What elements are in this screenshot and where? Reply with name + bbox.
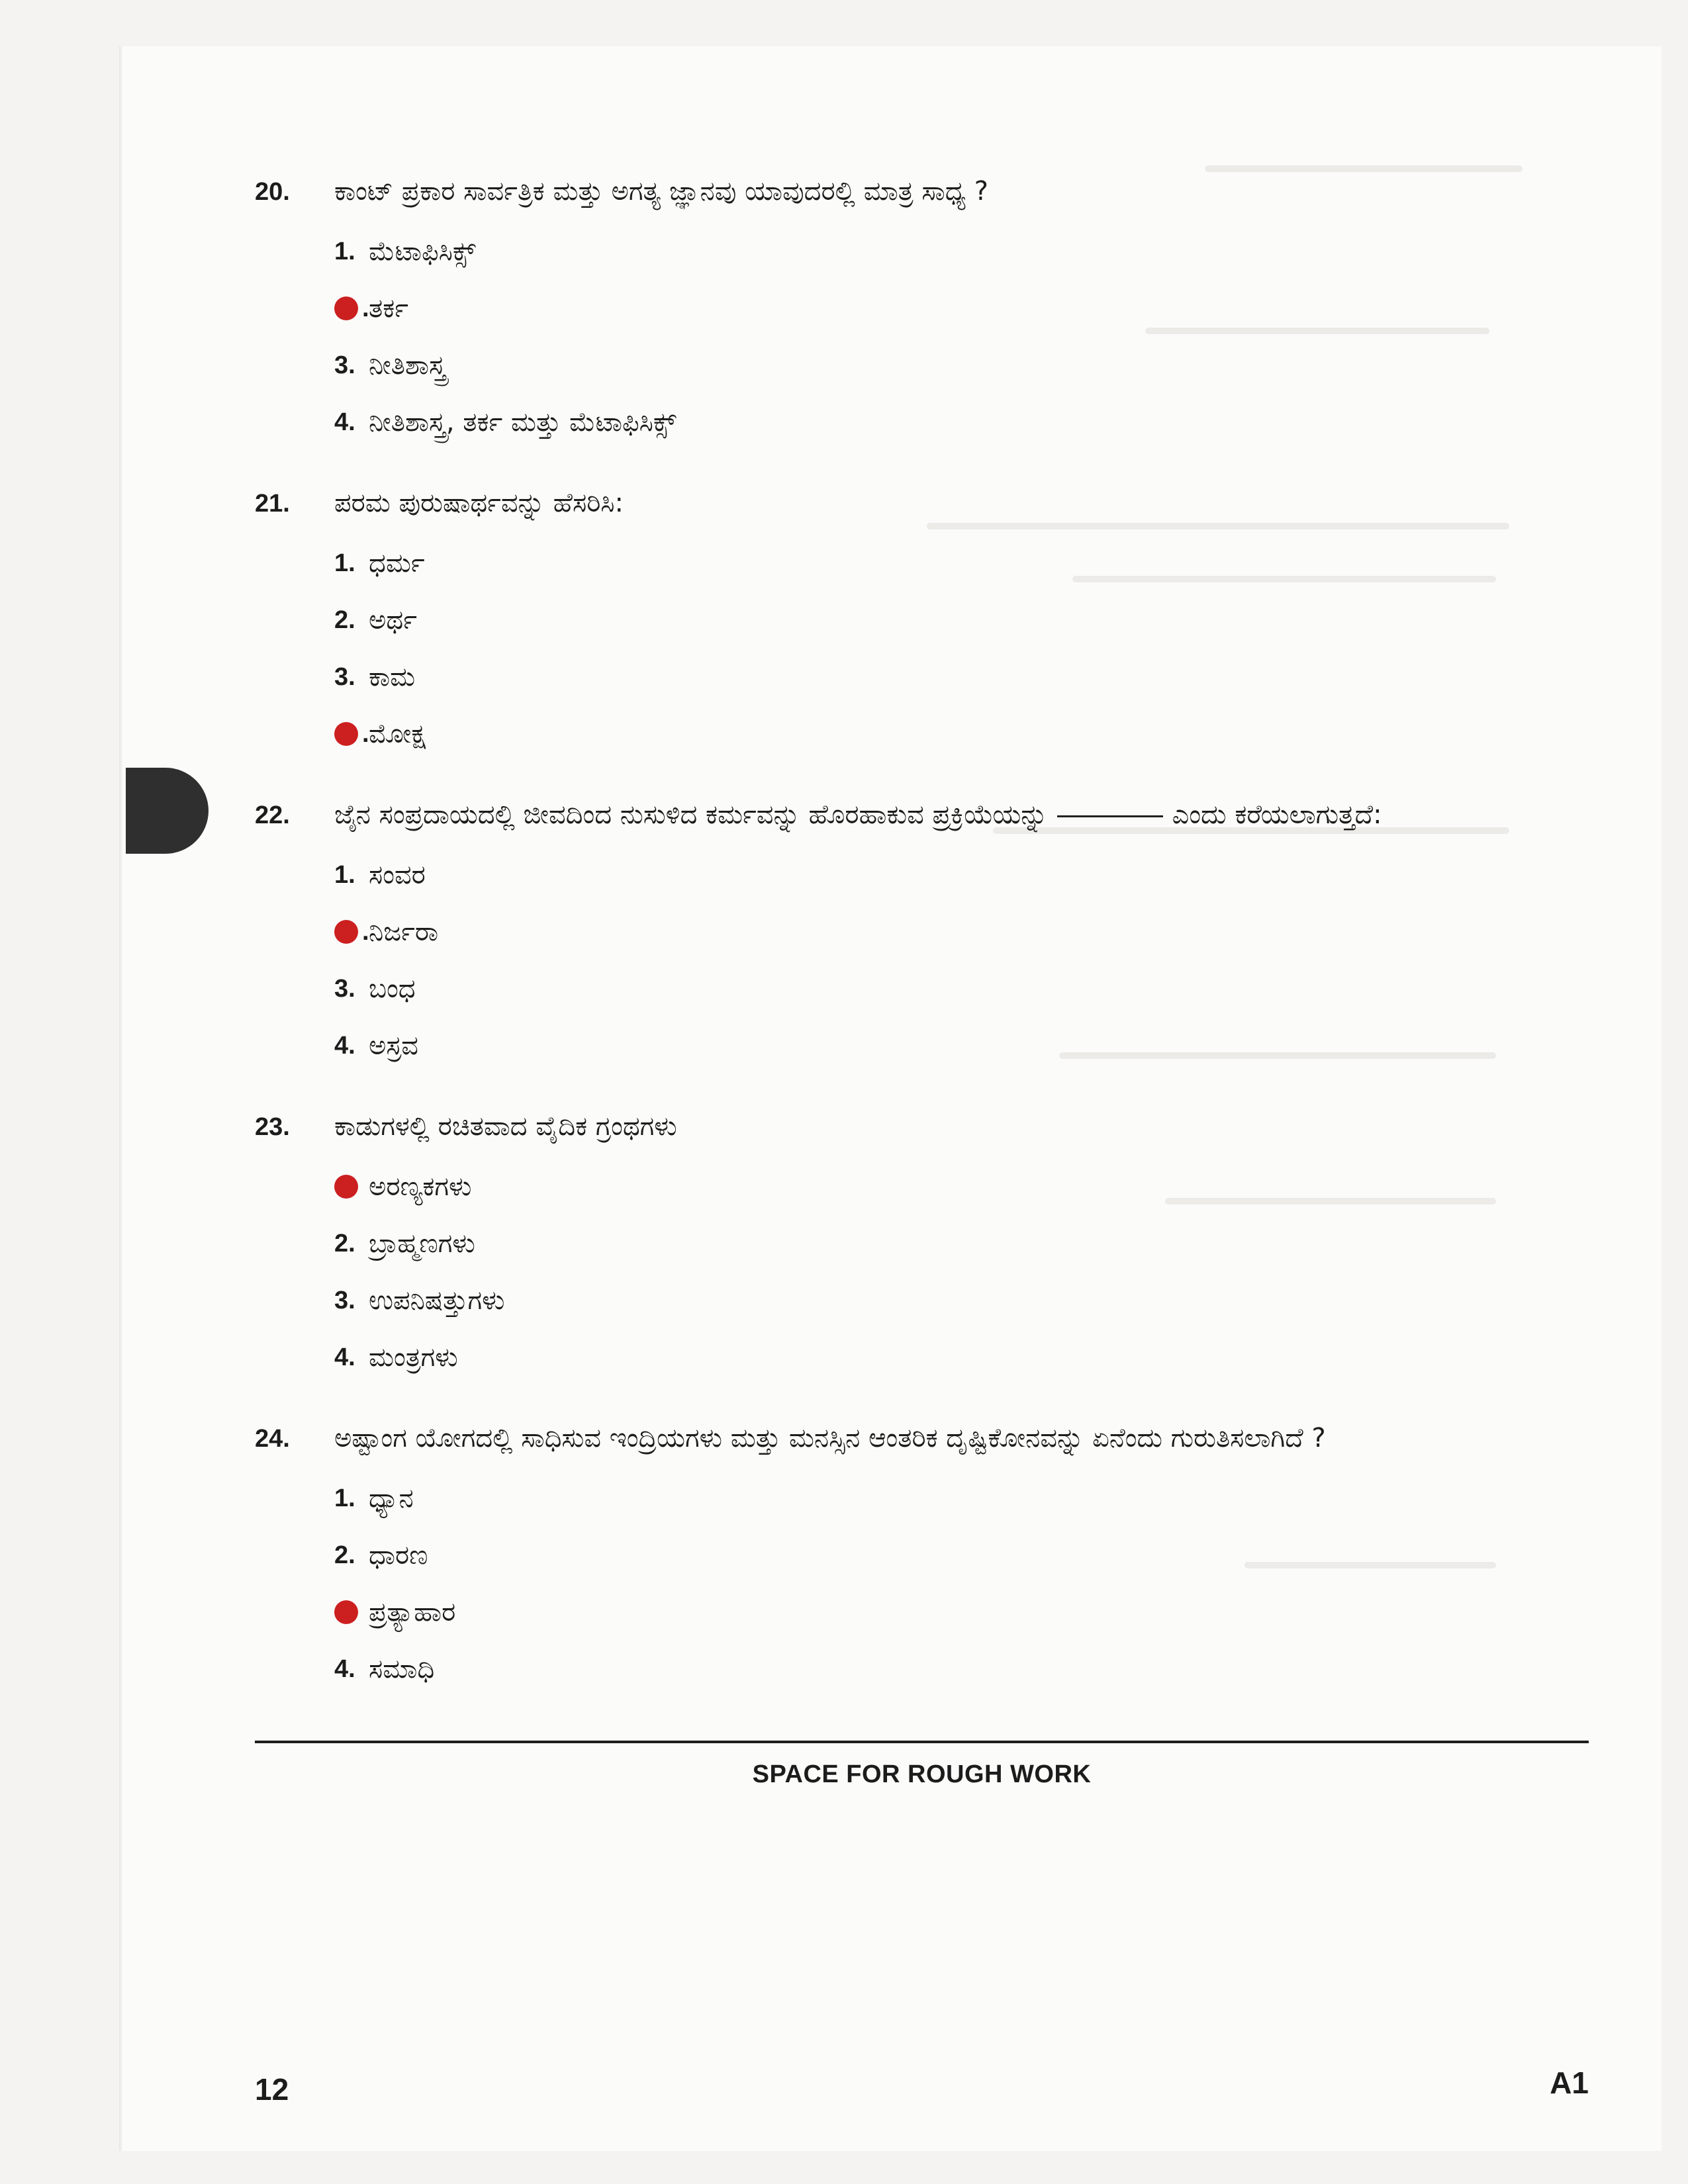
question-number: 23. xyxy=(255,1113,290,1141)
option-1[interactable] xyxy=(334,223,1589,280)
option-1[interactable] xyxy=(334,846,1589,903)
question-text: ಅಷ್ಟಾಂಗ ಯೋಗದಲ್ಲಿ ಸಾಧಿಸುವ ಇಂದ್ರಿಯಗಳು ಮತ್ತು ಮನಸ್ಸಿನ ಆಂತರಿಕ ದೃಷ್ಟಿಕೋನವನ್ನು ಏನೆಂದು ಗುರುತಿಸಲಾಗಿದೆ ? xyxy=(334,1423,1326,1453)
option-3[interactable] xyxy=(334,337,1589,394)
option-4[interactable] xyxy=(334,1329,1589,1386)
option-3[interactable] xyxy=(334,649,1589,705)
option-text: ಧಾರಣ xyxy=(369,1540,428,1570)
question-22 xyxy=(255,792,1589,1074)
option-number: 1. xyxy=(334,238,355,265)
option-text: ಅರಣ್ಯಕಗಳು xyxy=(369,1171,472,1202)
option-text: ಮಂತ್ರಗಳು xyxy=(369,1342,458,1373)
question-20 xyxy=(255,169,1589,451)
options-list xyxy=(334,1158,1589,1386)
option-dot: . xyxy=(362,295,369,322)
option-4[interactable] xyxy=(334,394,1589,451)
question-text: ಕಾಂಟ್ ಪ್ರಕಾರ ಸಾರ್ವತ್ರಿಕ ಮತ್ತು ಅಗತ್ಯ ಜ್ಞಾನವು ಯಾವುದರಲ್ಲಿ ಮಾತ್ರ ಸಾಧ್ಯ ? xyxy=(334,176,989,206)
option-2[interactable] xyxy=(334,1215,1589,1272)
option-1[interactable] xyxy=(334,535,1589,592)
question-number: 24. xyxy=(255,1425,290,1453)
option-number: 3. xyxy=(334,975,355,1003)
option-number: 4. xyxy=(334,1032,355,1060)
option-text: ನಿರ್ಜರಾ xyxy=(369,917,439,947)
option-number: 1. xyxy=(334,861,355,889)
question-number: 20. xyxy=(255,178,290,206)
question-list xyxy=(255,169,1589,1727)
option-text: ಅರ್ಥ xyxy=(369,605,417,635)
option-dot: . xyxy=(362,720,369,748)
question-text-end: ಎಂದು ಕರೆಯಲಾಗುತ್ತದೆ: xyxy=(1172,799,1382,830)
option-text: ಬಂಧ xyxy=(369,974,416,1004)
booklet-code: A1 xyxy=(1550,2066,1589,2100)
fill-in-blank xyxy=(1057,815,1163,817)
paper-edge xyxy=(119,46,123,2151)
question-text-start: ಜೈನ ಸಂಪ್ರದಾಯದಲ್ಲಿ ಜೀವದಿಂದ ನುಸುಳಿದ ಕರ್ಮವನ್ನು ಹೊರಹಾಕುವ ಪ್ರಕ್ರಿಯೆಯನ್ನು xyxy=(334,799,1048,830)
option-text: ಮೋಕ್ಷ xyxy=(369,719,426,749)
options-list xyxy=(334,535,1589,762)
option-text: ಸಮಾಧಿ xyxy=(369,1654,435,1684)
question-text xyxy=(334,792,1589,837)
divider-line xyxy=(255,1741,1589,1743)
option-number: 2. xyxy=(334,606,355,634)
answer-mark-icon xyxy=(334,722,358,746)
option-3[interactable] xyxy=(334,1584,1589,1641)
question-text: ಕಾಡುಗಳಲ್ಲಿ ರಚಿತವಾದ ವೈದಿಕ ಗ್ರಂಥಗಳು xyxy=(334,1111,677,1142)
option-text: ಮೆಟಾಫಿಸಿಕ್ಸ್ xyxy=(369,236,476,267)
option-number: 3. xyxy=(334,1287,355,1314)
option-4[interactable] xyxy=(334,1641,1589,1698)
rough-work-label: SPACE FOR ROUGH WORK xyxy=(752,1760,1092,1788)
options-list xyxy=(334,223,1589,451)
option-text: ನೀತಿಶಾಸ್ತ್ರ xyxy=(369,350,446,381)
option-3[interactable] xyxy=(334,1272,1589,1329)
option-number: 2. xyxy=(334,1230,355,1257)
options-list xyxy=(334,846,1589,1074)
question-text: ಪರಮ ಪುರುಷಾರ್ಥವನ್ನು ಹೆಸರಿಸಿ: xyxy=(334,488,624,518)
option-dot: . xyxy=(362,918,369,946)
option-4[interactable] xyxy=(334,705,1589,762)
answer-mark-icon xyxy=(334,1600,358,1624)
option-text: ಧ್ಯಾನ xyxy=(369,1483,414,1514)
option-number: 3. xyxy=(334,351,355,379)
option-text: ಉಪನಿಷತ್ತುಗಳು xyxy=(369,1285,505,1316)
option-number: 4. xyxy=(334,1655,355,1683)
option-2[interactable] xyxy=(334,903,1589,960)
answer-mark-icon xyxy=(334,1175,358,1199)
question-number: 22. xyxy=(255,801,290,829)
option-number: 2. xyxy=(334,1541,355,1569)
option-text: ಅಸ್ರವ xyxy=(369,1030,418,1061)
question-24 xyxy=(255,1416,1589,1698)
option-number: 4. xyxy=(334,1343,355,1371)
option-number: 4. xyxy=(334,408,355,436)
page-number: 12 xyxy=(255,2072,289,2107)
option-text: ಧರ್ಮ xyxy=(369,548,425,578)
option-2[interactable] xyxy=(334,1527,1589,1584)
question-23 xyxy=(255,1104,1589,1386)
options-list xyxy=(334,1470,1589,1698)
option-text: ಪ್ರತ್ಯಾಹಾರ xyxy=(369,1597,456,1627)
option-1[interactable] xyxy=(334,1158,1589,1215)
option-number: 3. xyxy=(334,663,355,691)
answer-mark-icon xyxy=(334,296,358,320)
answer-mark-icon xyxy=(334,920,358,944)
question-number: 21. xyxy=(255,490,290,518)
option-text: ಕಾಮ xyxy=(369,662,416,692)
option-text: ಸಂವರ xyxy=(369,860,426,890)
option-2[interactable] xyxy=(334,280,1589,337)
option-text: ಬ್ರಾಹ್ಮಣಗಳು xyxy=(369,1228,475,1259)
option-text: ನೀತಿಶಾಸ್ತ್ರ, ತರ್ಕ ಮತ್ತು ಮೆಟಾಫಿಸಿಕ್ಸ್ xyxy=(369,407,677,437)
option-3[interactable] xyxy=(334,960,1589,1017)
question-21 xyxy=(255,480,1589,762)
option-text: ತರ್ಕ xyxy=(369,293,408,324)
option-1[interactable] xyxy=(334,1470,1589,1527)
option-number: 1. xyxy=(334,549,355,577)
side-index-tab xyxy=(126,768,209,854)
option-2[interactable] xyxy=(334,592,1589,649)
option-number: 1. xyxy=(334,1484,355,1512)
option-4[interactable] xyxy=(334,1017,1589,1074)
